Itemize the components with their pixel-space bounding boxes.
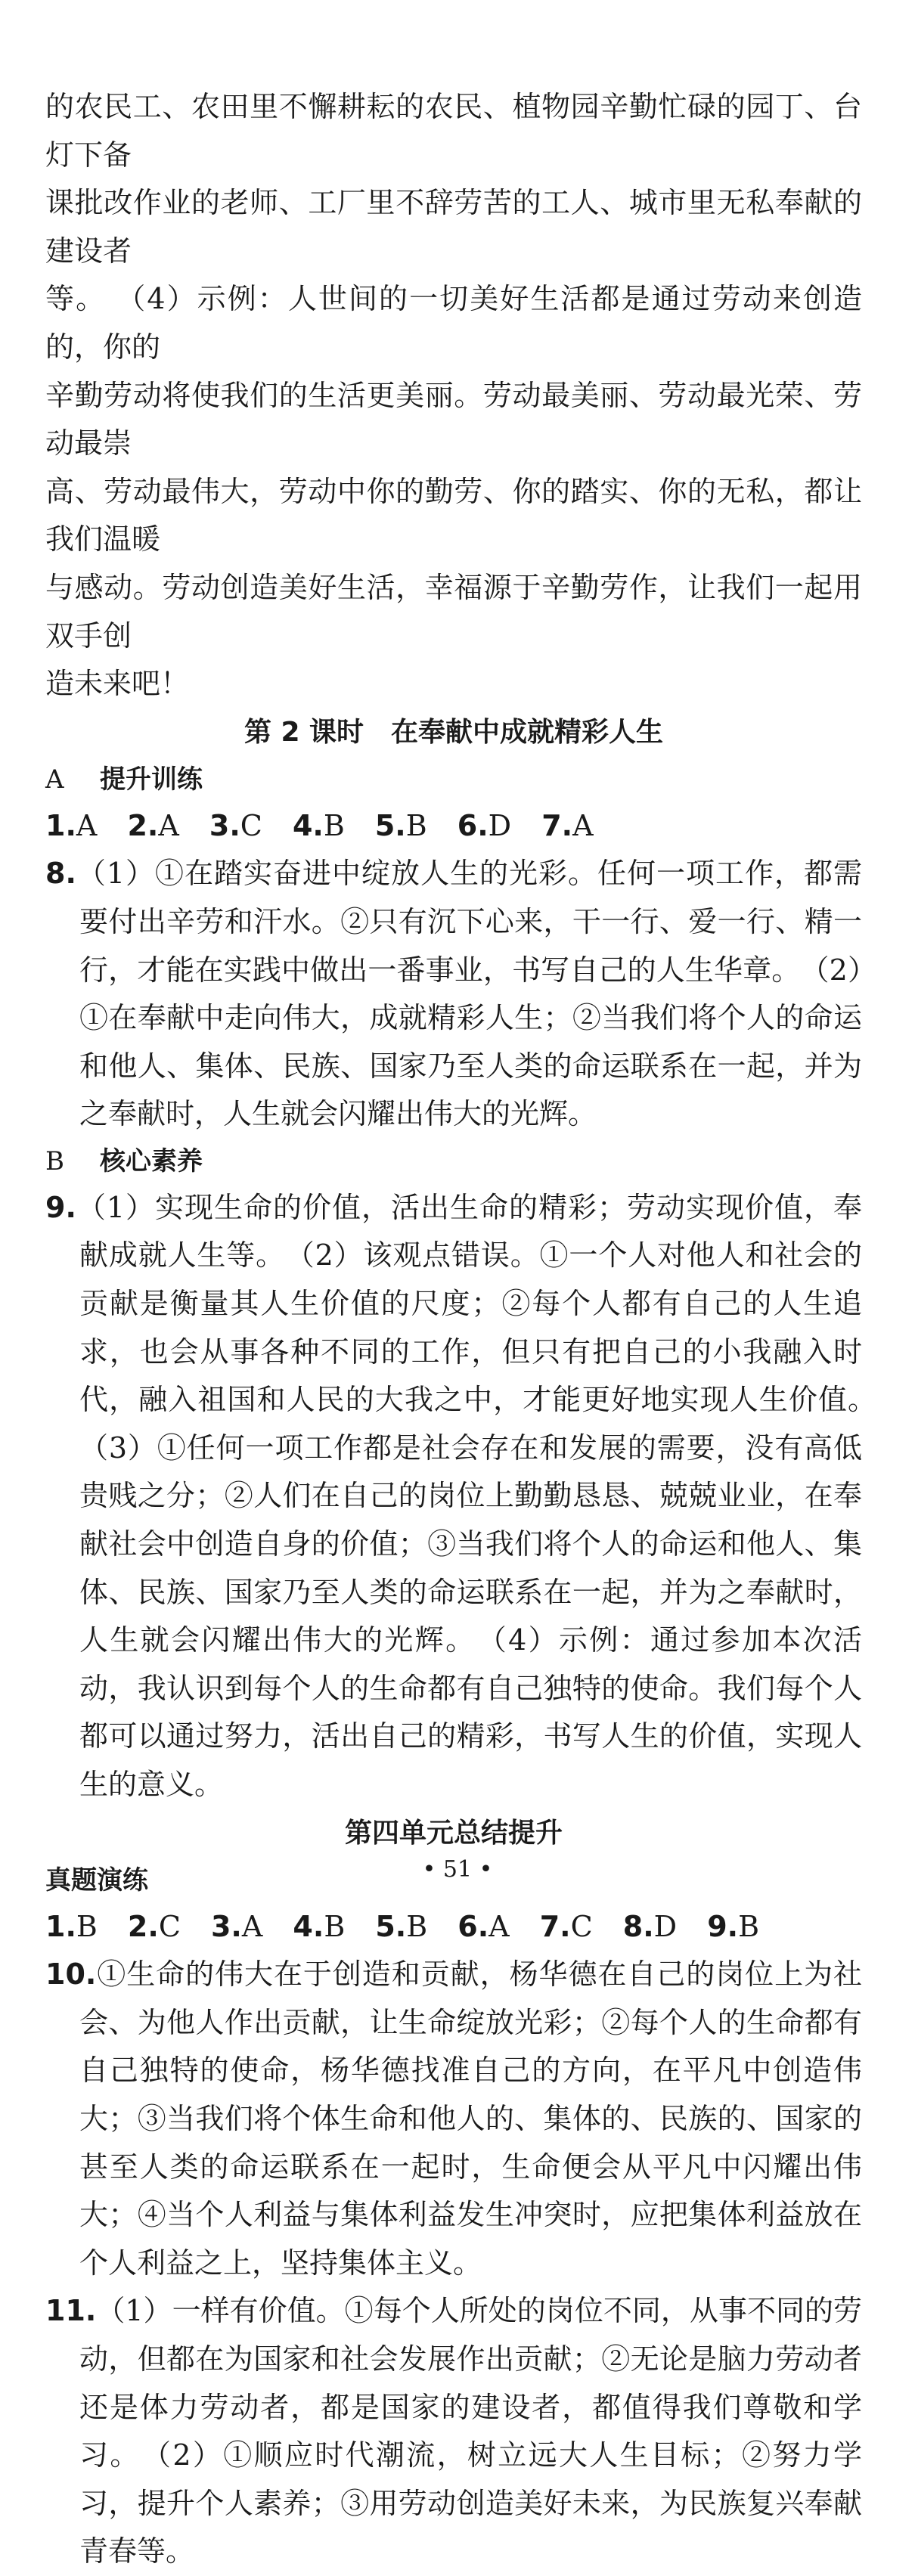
section-heading-a [45,757,862,802]
choice-answer: 9.B [707,1909,760,1943]
choice-answer: 6.A [458,1909,510,1943]
text-line: 高、劳动最伟大，劳动中你的勤劳、你的踏实、你的无私，都让我们温暖 [45,474,862,556]
text-line: 辛勤劳动将使我们的生活更美丽。劳动最美丽、劳动最光荣、劳动最崇 [45,378,862,460]
choice-answer: 2.A [127,808,179,842]
answer-text: ①生命的伟大在于创造和贡献，杨华德在自己的岗位上为社会、为他人作出贡献，让生命绽放光彩；②每个人的生命都有自己独特的使命，杨华德找准自己的方向，在平凡中创造伟大；③当我们将个体生命和他人的、集体的、民族的、国家的甚至人类的命运联系在一起时，生命便会从平凡中闪耀出伟大；④当个人利益与集体利益发生冲突时，应把集体利益放在个人利益之上，坚持集体主义。 [79,1958,862,2280]
lesson-title: 第 2 课时 在奉献中成就精彩人生 [243,716,664,748]
choice-answer: 1.A [45,808,98,842]
question-9-answer [45,1184,892,1809]
choice-answers-unit4 [45,1903,862,1951]
section-tag: A [45,764,64,795]
text-line: 等。 （4）示例：人世间的一切美好生活都是通过劳动来创造的，你的 [45,282,862,364]
text-line: 课批改作业的老师、工厂里不辞劳苦的工人、城市里无私奉献的建设者 [45,186,862,268]
page-number: • 51 • [422,1856,493,1883]
question-number: 10. [45,1958,97,1992]
choice-answer: 7.C [539,1909,593,1943]
choice-answer: 1.B [45,1909,98,1943]
choice-answer: 6.D [457,808,512,842]
choice-answers-lesson2 [45,802,862,851]
question-number: 11. [45,2294,97,2328]
unit-title: 第四单元总结提升 [344,1817,563,1849]
choice-answer: 4.B [292,808,345,842]
choice-answer: 5.B [375,1909,428,1943]
section-heading-b [45,1139,862,1184]
choice-answer: 3.A [210,1909,263,1943]
question-8-answer [45,850,862,1139]
section-heading-exam: 真题演练 [45,1865,148,1896]
question-number: 9. [45,1190,76,1224]
intro-paragraph [45,83,862,708]
choice-answer: 5.B [374,808,427,842]
question-number: 8. [45,857,76,891]
answer-page [45,83,892,2576]
choice-answer: 7.A [541,808,594,842]
text-line: 的农民工、农田里不懈耕耘的农民、植物园辛勤忙碌的园丁、台灯下备 [45,90,862,172]
question-10-answer [45,1951,862,2287]
choice-answer: 3.C [209,808,262,842]
answer-text: （1）一样有价值。①每个人所处的岗位不同，从事不同的劳动，但都在为国家和社会发展作出贡献；②无论是脑力劳动者还是体力劳动者，都是国家的建设者，都值得我们尊敬和学习。 （2）①顺应时代潮流，树立远大人生目标；②努力学习，提升个人素养；③用劳动创造美好未来，为民族复兴奉献青春等。 [79,2294,862,2568]
text-line: 造未来吧！ [45,667,190,701]
answer-text: （1）实现生命的价值，活出生命的精彩；劳动实现价值，奉献成就人生等。 （2）该观点错误。①一个人对他人和社会的贡献是衡量其人生价值的尺度；②每个人都有自己的人生追求，也会从事各种不同的工作，但只有把自己的小我融入时代，融入祖国和人民的大我之中，才能更好地实现人生价值。 （3）①任何一项工作都是社会存在和发展的需要，没有高低贵贱之分；②人们在自己的岗位上勤勤恳恳、兢兢业业，在奉献社会中创造自身的价值；③当我们将个人的命运和他人、集体、民族、国家乃至人类的命运联系在一起，并为之奉献时，人生就会闪耀出伟大的光辉。 （4）示例：通过参加本次活动，我认识到每个人的生命都有自己独特的使命。我们每个人都可以通过努力，活出自己的精彩，书写人生的价值，实现人生的意义。 [76,1190,892,1801]
answer-text: （1）①在踏实奋进中绽放人生的光彩。任何一项工作，都需要付出辛劳和汗水。②只有沉下心来，干一行、爱一行、精一行，才能在实践中做出一番事业，书写自己的人生华章。 （2）①在奉献中走向伟大，成就精彩人生；②当我们将个人的命运和他人、集体、民族、国家乃至人类的命运联系在一起，并为之奉献时，人生就会闪耀出伟大的光辉。 [76,857,862,1131]
section-label: 核心素养 [100,1145,203,1176]
choice-answer: 4.B [293,1909,346,1943]
question-11-answer [45,2287,862,2576]
choice-answer: 2.C [127,1909,181,1943]
section-label: 提升训练 [100,764,203,795]
text-line: 与感动。劳动创造美好生活，幸福源于辛勤劳作，让我们一起用双手创 [45,570,862,653]
choice-answer: 8.D [622,1909,678,1943]
section-tag: B [45,1145,64,1176]
